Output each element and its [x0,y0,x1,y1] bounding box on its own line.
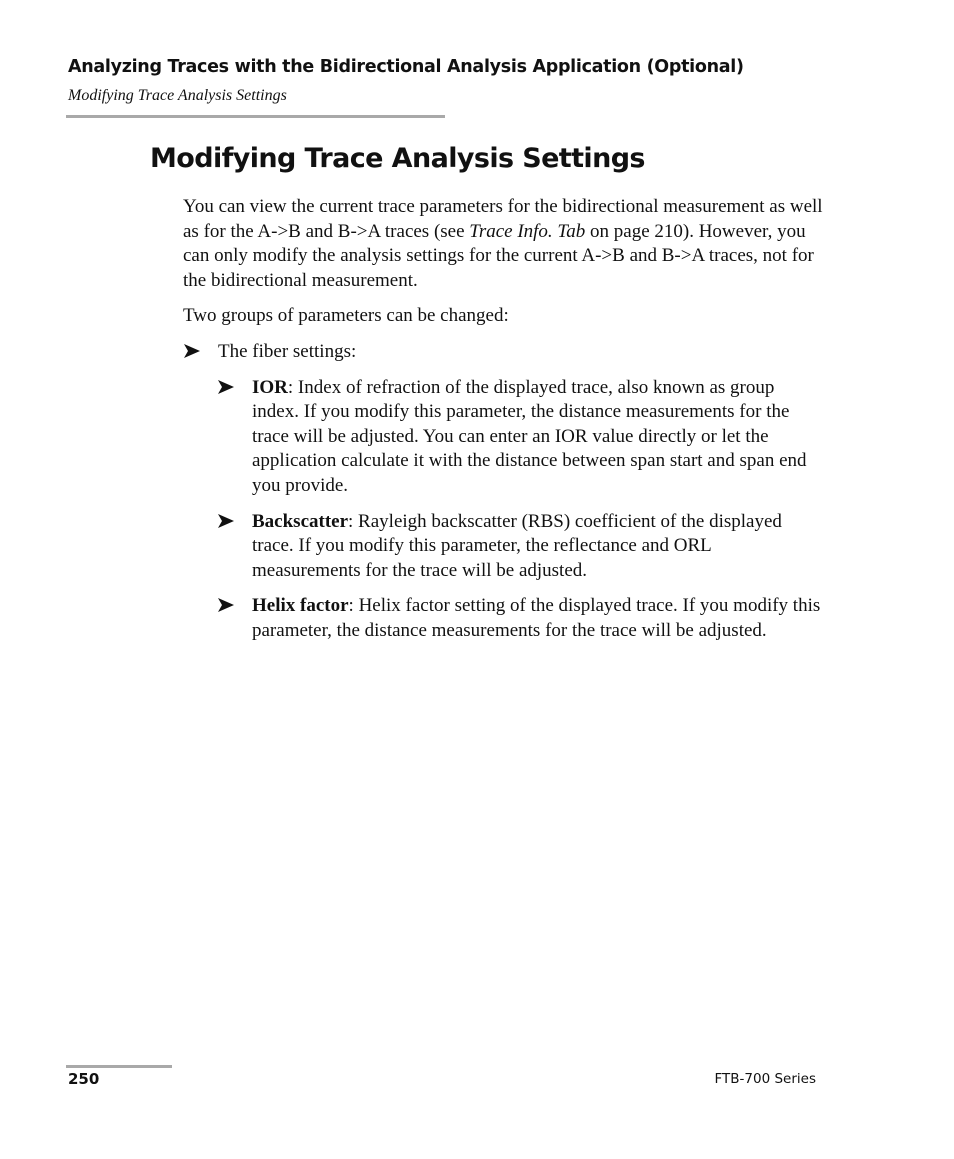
body-content [183,195,823,655]
page-title: Modifying Trace Analysis Settings [150,143,645,174]
intro-text-after-link: on page 210). However, you can only modify the analysis settings for the current A->B and B->A traces, not for the bidirectional measurement. [183,220,814,291]
arrow-bullet-icon [217,513,235,529]
intro-text-before-link: You can view the current trace parameters for the bidirectional measurement as well as for the A->B and B->A traces (see [183,196,823,242]
intro-paragraph [183,195,823,293]
fiber-settings-label: The fiber settings: [218,340,357,362]
list-item-fiber-settings [183,340,823,365]
running-header-section: Modifying Trace Analysis Settings [68,87,287,104]
arrow-bullet-icon [217,379,235,395]
trace-info-tab-link[interactable]: Trace Info. Tab [469,220,586,242]
header-rule [66,115,445,118]
footer-rule [66,1065,172,1068]
helix-factor-term: Helix factor [252,595,349,617]
groups-intro-paragraph: Two groups of parameters can be changed: [183,305,509,327]
backscatter-term: Backscatter [252,510,349,532]
list-item-ior [217,376,823,499]
running-header-chapter: Analyzing Traces with the Bidirectional Analysis Application (Optional) [68,57,744,77]
list-item-backscatter [217,510,823,584]
backscatter-description: : Rayleigh backscatter (RBS) coefficient of the displayed trace. If you modify this parameter, the reflectance and ORL measurements for the trace will be adjusted. [252,510,782,581]
product-name: FTB-700 Series [714,1071,816,1087]
ior-term: IOR [252,376,288,398]
arrow-bullet-icon [217,597,235,613]
helix-factor-description: : Helix factor setting of the displayed trace. If you modify this parameter, the distance measurements for the trace will be adjusted. [252,595,821,641]
page-number: 250 [68,1070,100,1088]
arrow-bullet-icon [183,343,201,359]
ior-description: : Index of refraction of the displayed trace, also known as group index. If you modify this parameter, the distance measurements for the trace will be adjusted. You can enter an IOR value directly or let the application calculate it with the distance between span start and span end you provide. [252,376,807,496]
list-item-helix-factor [217,594,823,643]
